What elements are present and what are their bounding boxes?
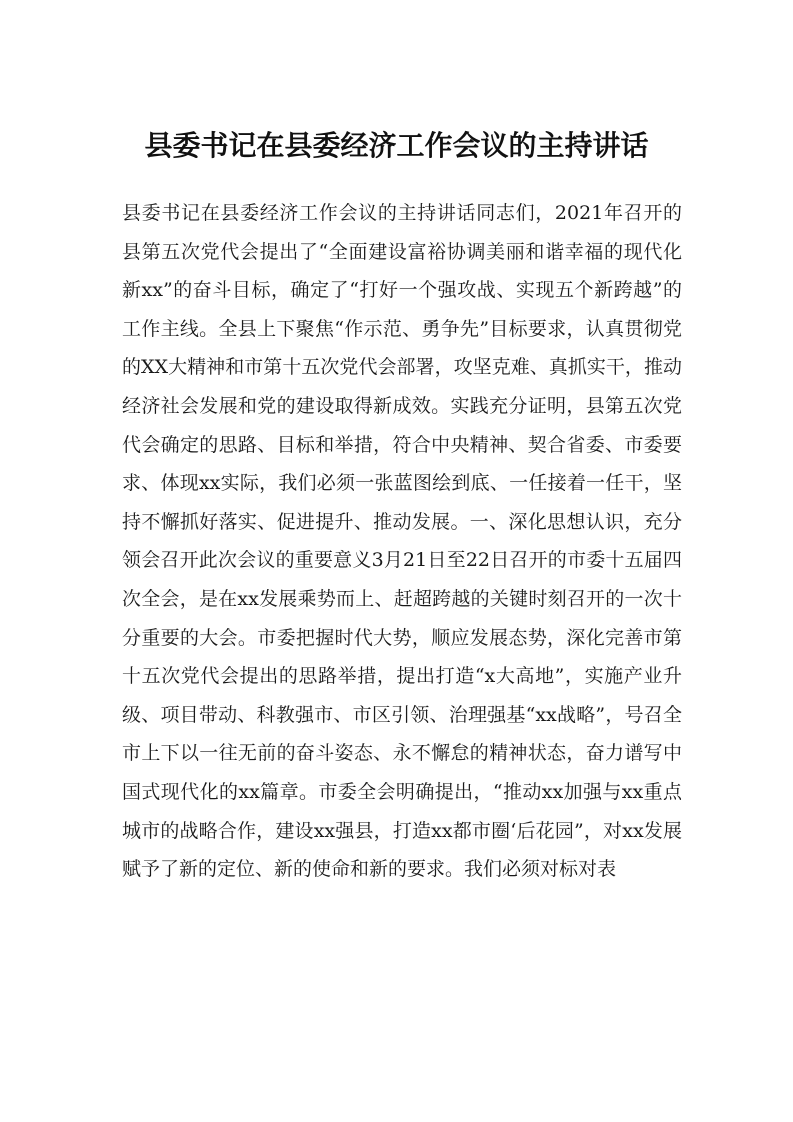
document-title: 县委书记在县委经济工作会议的主持讲话 — [144, 129, 649, 162]
document-body-paragraph: 县委书记在县委经济工作会议的主持讲话同志们，2021年召开的县第五次党代会提出了“全面建设富裕协调美丽和谐幸福的现代化新xx”的奋斗目标，确定了“打好一个强攻战、实现五个新跨越”的工作主线。全县上下聚焦“作示范、勇争先”目标要求，认真贯彻党的XX大精神和市第十五次党代会部署，攻坚克难、真抓实干，推动经济社会发展和党的建设取得新成效。实践充分证明，县第五次党代会确定的思路、目标和举措，符合中央精神、契合省委、市委要求、体现xx实际，我们必须一张蓝图绘到底、一任接着一任干，坚持不懈抓好落实、促进提升、推动发展。一、深化思想认识，充分领会召开此次会议的重要意义3月21日至22日召开的市委十五届四次全会，是在xx发展乘势而上、赶超跨越的关键时刻召开的一次十分重要的大会。市委把握时代大势，顺应发展态势，深化完善市第十五次党代会提出的思路举措，提出打造“x大高地”，实施产业升级、项目带动、科教强市、市区引领、治理强基“xx战略”，号召全市上下以一往无前的奋斗姿态、永不懈怠的精神状态，奋力谱写中国式现代化的xx篇章。市委全会明确提出，“推动xx加强与xx重点城市的战略合作，建设xx强县，打造xx都市圈‘后花园”，对xx发展赋予了新的定位、新的使命和新的要求。我们必须对标对表 — [122, 202, 682, 881]
